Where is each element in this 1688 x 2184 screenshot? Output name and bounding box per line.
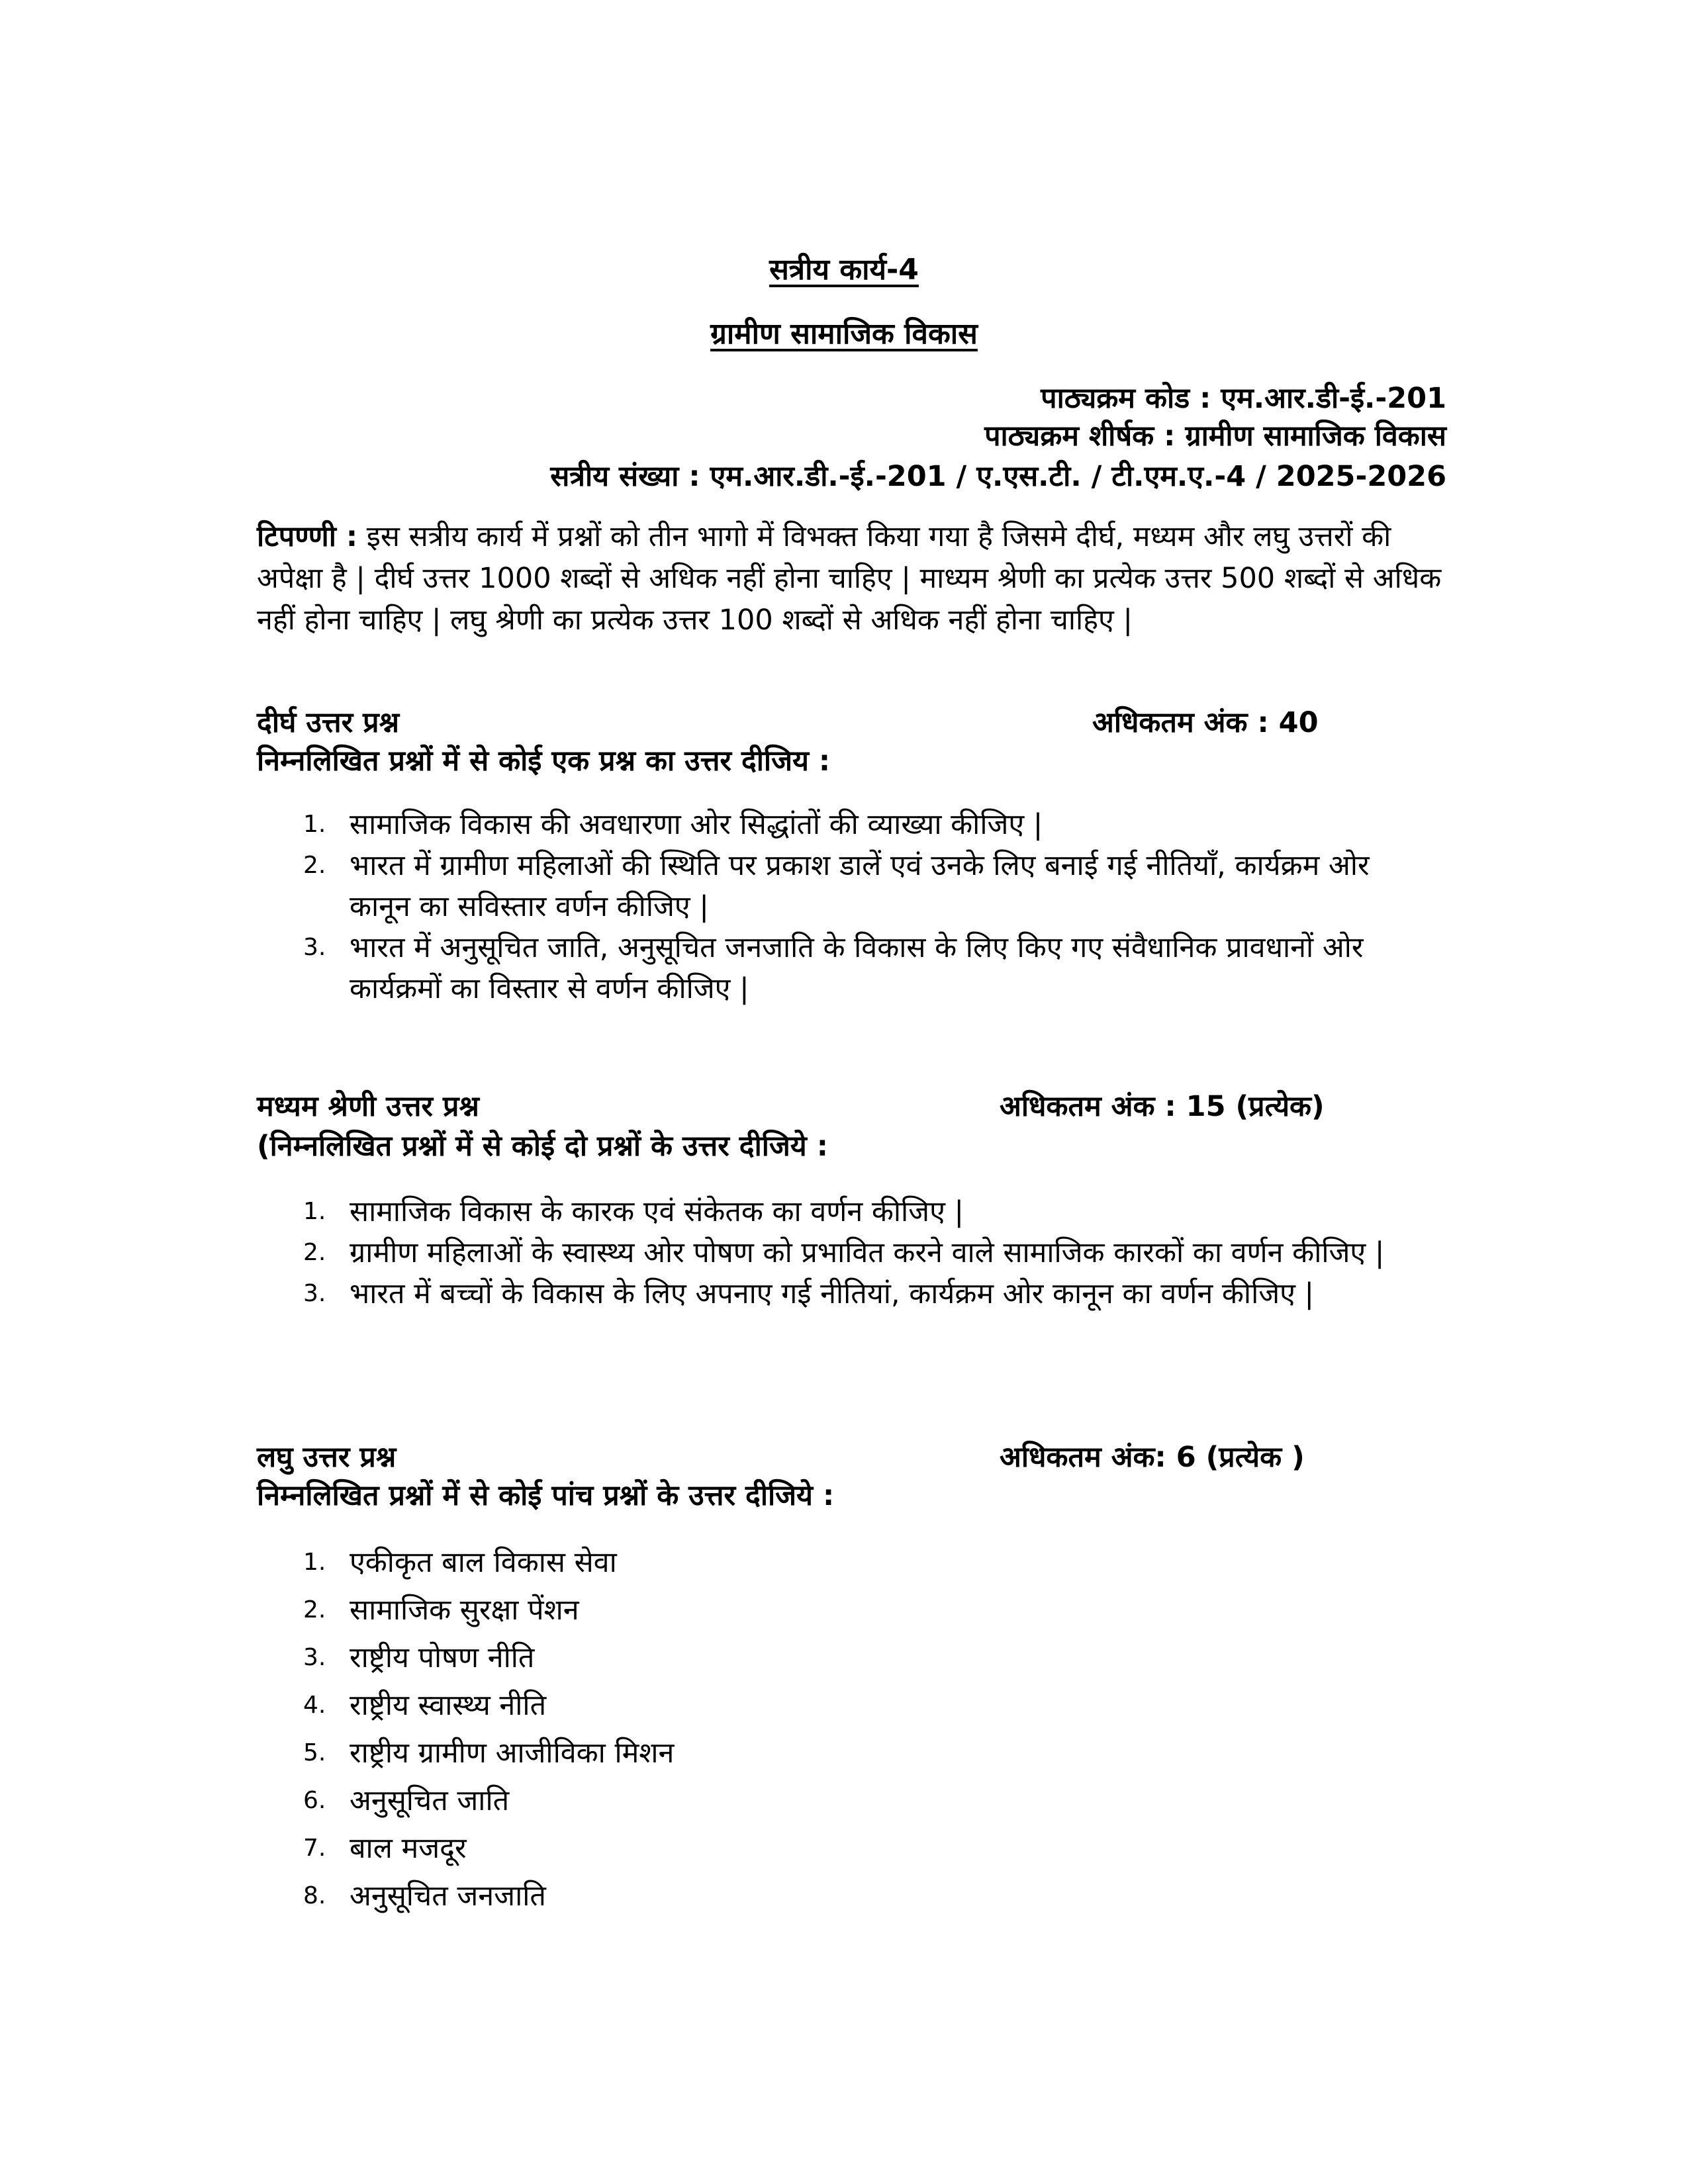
item-text: भारत में बच्चों के विकास के लिए अपनाए गई नीतियां, कार्यक्रम ओर कानून का वर्णन कीजिए | (350, 1277, 1315, 1310)
list-item (257, 1191, 1435, 1232)
list-item (257, 1825, 1435, 1872)
short-section-marks: अधिकतम अंक: 6 (प्रत्येक ) (1000, 1441, 1305, 1474)
item-number: 1. (303, 811, 326, 838)
item-number: 3. (303, 1644, 326, 1671)
medium-section-heading: मध्यम श्रेणी उत्तर प्रश्न (257, 1090, 479, 1123)
list-item (257, 1729, 1435, 1777)
item-text: बाल मजदूर (350, 1832, 467, 1865)
medium-section-instruction: (निम्नलिखित प्रश्नों में से कोई दो प्रश्नों के उत्तर दीजिये : (257, 1130, 828, 1163)
item-text: अनुसूचित जाति (350, 1784, 510, 1817)
short-question-list (257, 1539, 1435, 1920)
item-text: ग्रामीण महिलाओं के स्वास्थ्य ओर पोषण को प्रभावित करने वाले सामाजिक कारकों का वर्णन कीजिए | (350, 1236, 1385, 1269)
item-number: 5. (303, 1739, 326, 1766)
note-paragraph (257, 516, 1448, 641)
item-number: 3. (303, 1280, 326, 1307)
long-question-list (257, 804, 1435, 1009)
item-text: भारत में ग्रामीण महिलाओं की स्थिति पर प्रकाश डालें एवं उनके लिए बनाई गई नीतियाँ, कार्यक्रम ओर कानून का सविस्तार वर्णन कीजिए | (350, 849, 1370, 923)
long-section-instruction: निम्नलिखित प्रश्नों में से कोई एक प्रश्न का उत्तर दीजिय : (257, 745, 831, 778)
document-subtitle: ग्रामीण सामाजिक विकास (710, 317, 978, 351)
item-text: अनुसूचित जनजाति (350, 1880, 546, 1913)
list-item (257, 1634, 1435, 1682)
list-item (257, 1872, 1435, 1920)
note-label: टिपण्णी : (257, 520, 358, 553)
item-number: 8. (303, 1882, 326, 1909)
short-section-heading: लघु उत्तर प्रश्न (257, 1441, 397, 1474)
item-number: 2. (303, 1596, 326, 1623)
item-number: 1. (303, 1198, 326, 1225)
item-text: सामाजिक सुरक्षा पेंशन (350, 1594, 579, 1627)
item-number: 2. (303, 1239, 326, 1266)
document-title: सत्रीय कार्य-4 (769, 253, 919, 287)
long-section-marks: अधिकतम अंक : 40 (1092, 706, 1319, 739)
item-text: राष्ट्रीय ग्रामीण आजीविका मिशन (350, 1737, 675, 1770)
long-section-heading: दीर्घ उत्तर प्रश्न (257, 706, 400, 739)
list-item (257, 1232, 1435, 1273)
item-text: एकीकृत बाल विकास सेवा (350, 1546, 617, 1579)
medium-question-list (257, 1191, 1435, 1314)
list-item (257, 1273, 1435, 1314)
item-text: सामाजिक विकास की अवधारणा ओर सिद्धांतों की व्याख्या कीजिए | (350, 808, 1043, 841)
item-text: राष्ट्रीय स्वास्थ्य नीति (350, 1689, 547, 1722)
list-item (257, 804, 1435, 845)
short-section-instruction: निम्नलिखित प्रश्नों में से कोई पांच प्रश्नों के उत्तर दीजिये : (257, 1479, 835, 1512)
list-item (257, 845, 1435, 927)
item-text: सामाजिक विकास के कारक एवं संकेतक का वर्णन कीजिए | (350, 1195, 964, 1228)
list-item (257, 1539, 1435, 1586)
medium-section-marks: अधिकतम अंक : 15 (प्रत्येक) (1000, 1090, 1325, 1123)
list-item (257, 1777, 1435, 1825)
item-text: राष्ट्रीय पोषण नीति (350, 1641, 535, 1674)
item-text: भारत में अनुसूचित जाति, अनुसूचित जनजाति के विकास के लिए किए गए संवैधानिक प्रावधानों ओर कार्यक्रमों का विस्तार से वर्णन कीजिए | (350, 931, 1364, 1005)
course-title: पाठ्यक्रम शीर्षक : ग्रामीण सामाजिक विकास (984, 420, 1446, 453)
course-code: पाठ्यक्रम कोड : एम.आर.डी-ई.-201 (1041, 382, 1446, 415)
note-text: इस सत्रीय कार्य में प्रश्नों को तीन भागो में विभक्त किया गया है जिसमे दीर्घ, मध्यम और लघु उत्तरों की अपेक्षा है | दीर्घ उत्तर 1000 शब्दों से अधिक नहीं होना चाहिए | माध्यम श्रेणी का प्रत्येक उत्तर 500 शब्दों से अधिक नहीं होना चाहिए | लघु श्रेणी का प्रत्येक उत्तर 100 शब्दों से अधिक नहीं होना चाहिए | (257, 520, 1442, 637)
item-number: 2. (303, 852, 326, 879)
item-number: 6. (303, 1787, 326, 1814)
item-number: 1. (303, 1549, 326, 1576)
item-number: 4. (303, 1692, 326, 1719)
list-item (257, 1682, 1435, 1729)
item-number: 7. (303, 1835, 326, 1862)
assignment-number: सत्रीय संख्या : एम.आर.डी.-ई.-201 / ए.एस.टी. / टी.एम.ए.-4 / 2025-2026 (550, 460, 1446, 493)
item-number: 3. (303, 934, 326, 961)
list-item (257, 1586, 1435, 1634)
list-item (257, 927, 1435, 1009)
